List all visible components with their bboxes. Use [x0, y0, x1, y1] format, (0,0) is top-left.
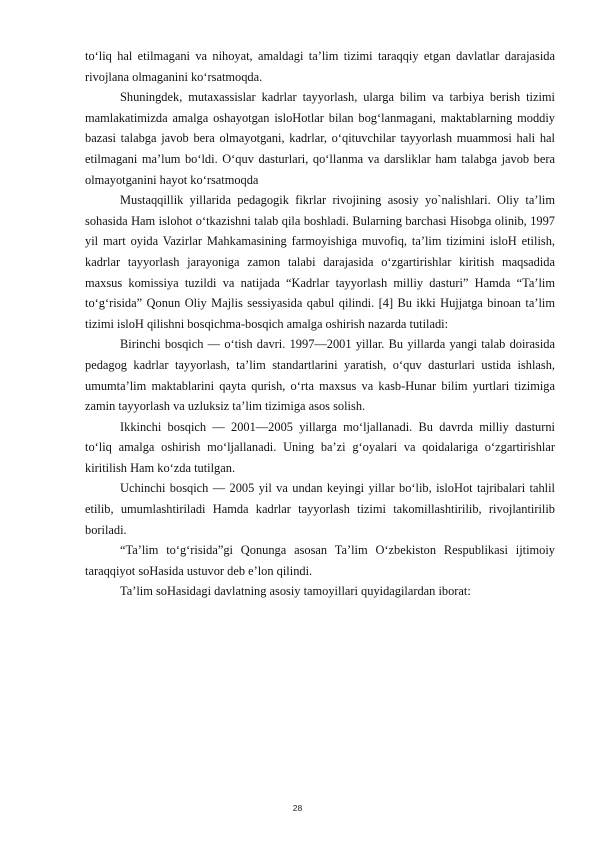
paragraph-birinchi-bosqich: Birinchi bosqich — o‘tish davri. 1997—2001 yillar. Bu yillarda yangi talab doirasida pedagog kadrlar tayyorlash, ta’lim standartlarini yaratish, o‘quv dasturlari ustida ishlash, umumta’lim maktablarini qayta qurish, o‘rta maxsus va kasb-Hunar bilim yurtlari tizimiga zamin tayyorlash va uzluksiz ta’lim tizimiga asos solish.	[85, 337, 555, 414]
document-page	[85, 46, 555, 602]
paragraph-davlat-tamoyillari: Ta’lim soHasidagi davlatning asosiy tamoyillari quyidagilardan iborat:	[120, 584, 471, 599]
paragraph-kadrlar-tayyorlash: Shuningdek, mutaxassislar kadrlar tayyorlash, ularga bilim va tarbiya berish tizimi mamlakatimizda amalga oshayotgan isloHotlar bilan bog‘lanmagani, maktablarning moddiy bazasi talabga javob bera olmayotgani, kadrlar, o‘qituvchilar tayyorlash muammosi hali hal etilmagani ma’lum bo‘ldi. O‘quv dasturlari, qo‘llanma va darsliklar ham talabga javob bera olmayotganini hayot ko‘rsatmoqda	[85, 90, 555, 187]
paragraph-talim-togrisida-qonun: “Ta’lim to‘g‘risida”gi Qonunga asosan Ta’lim O‘zbekiston Respublikasi ijtimoiy taraqqiyot soHasida ustuvor deb e’lon qilindi.	[85, 543, 555, 578]
paragraph-mustaqillik-yillari: Mustaqqillik yillarida pedagogik fikrlar rivojining asosiy yo`nalishlari. Oliy ta’lim sohasida Ham islohot o‘tkazishni talab qila boshladi. Bularning barchasi Hisobga olinib, 1997 yil mart oyida Vazirlar Mahkamasining farmoyishiga muvofiq, ta’lim tizimini isloH etilish, kadrlar tayyorlash jarayoniga zamon talabi darajasida o‘zgartirishlar kiritish maqsadida maxsus komissiya tuzildi va natijada “Kadrlar tayyorlash milliy dasturi” Hamda “Ta’lim to‘g‘risida” Qonun Oliy Majlis sessiyasida qabul qilindi. [4] Bu ikki Hujjatga binoan ta’lim tizimi isloH qilishni bosqichma-bosqich amalga oshirish nazarda tutiladi:	[85, 193, 555, 331]
page-number: 28	[292, 803, 303, 813]
paragraph-uchinchi-bosqich: Uchinchi bosqich — 2005 yil va undan keyingi yillar bo‘lib, isloHot tajribalari tahlil etilib, umumlashtiriladi Hamda kadrlar tayyorlash tizimi takomillashtirilib, rivojlantirilib boriladi.	[85, 481, 555, 537]
paragraph-continuation: to‘liq hal etilmagani va nihoyat, amaldagi ta’lim tizimi taraqqiy etgan davlatlar darajasida rivojlana olmaganini ko‘rsatmoqda.	[85, 49, 555, 84]
paragraph-ikkinchi-bosqich: Ikkinchi bosqich — 2001—2005 yillarga mo‘ljallanadi. Bu davrda milliy dasturni to‘liq amalga oshirish mo‘ljallanadi. Uning ba’zi g‘oyalari va qoidalariga o‘zgartirishlar kiritilish Ham ko‘zda tutilgan.	[85, 419, 555, 475]
